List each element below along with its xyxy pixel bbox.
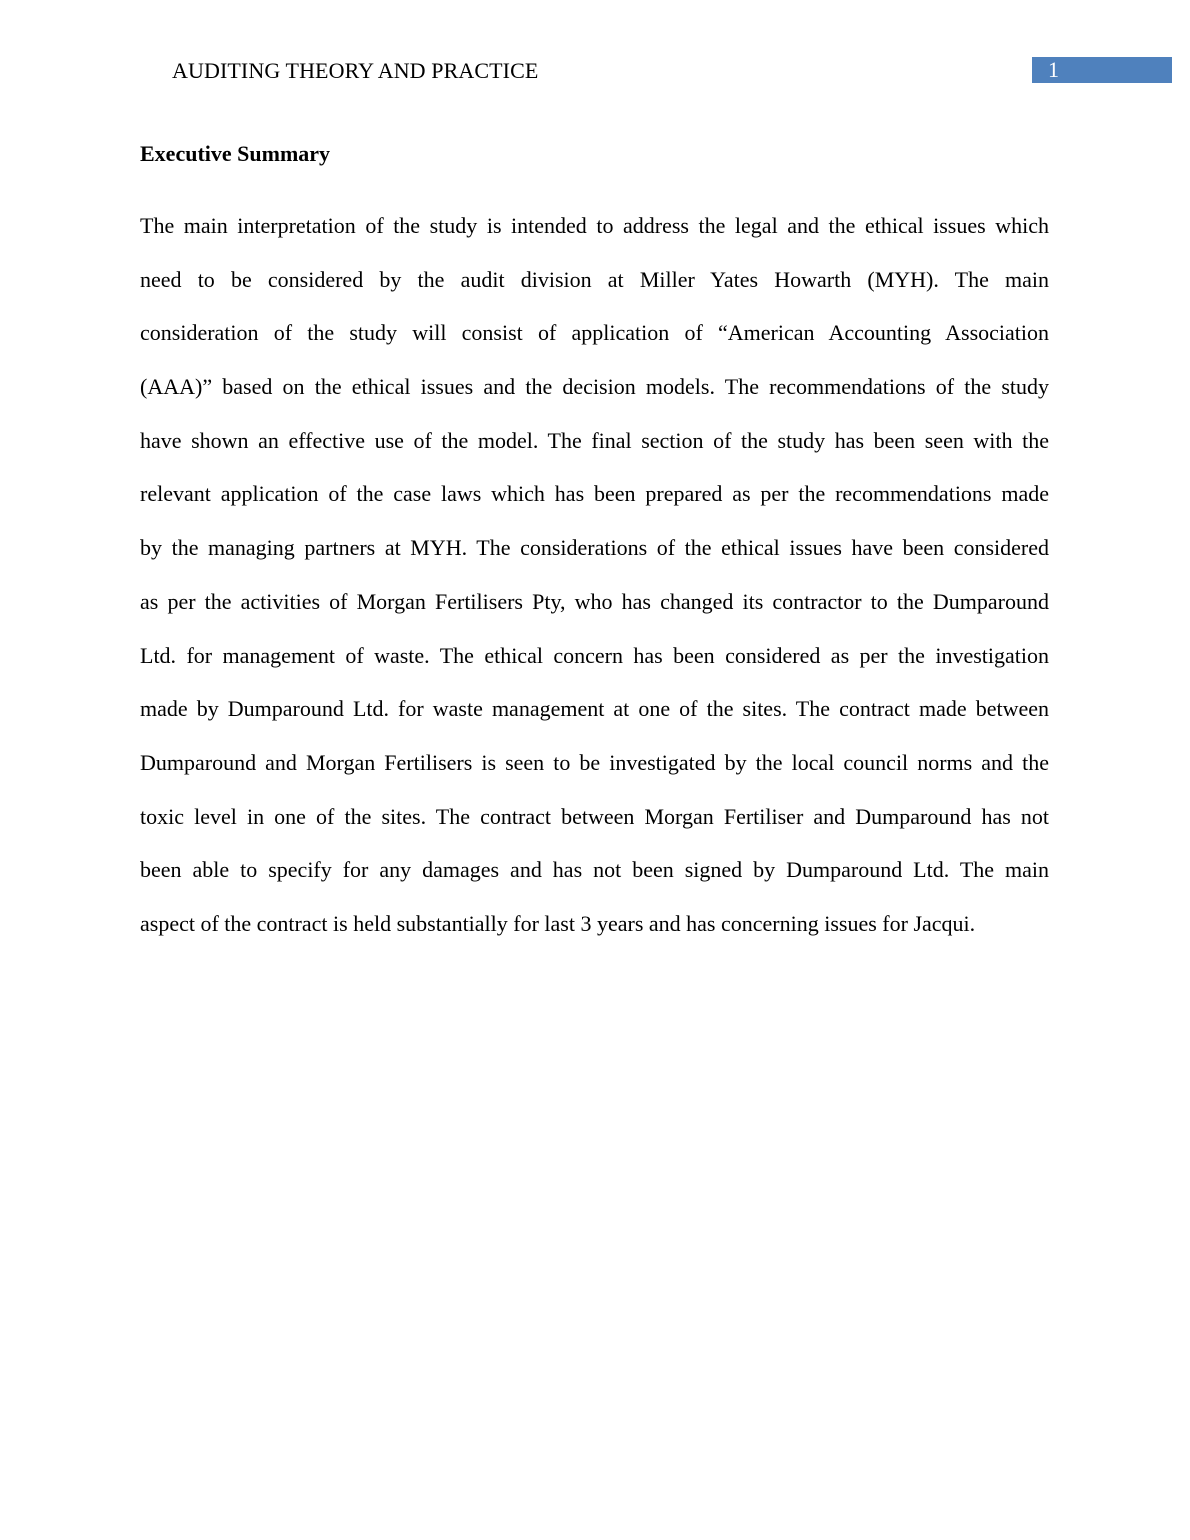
paragraph-line: have shown an effective use of the model. The final section of the study has been seen with the [140, 427, 1049, 453]
paragraph-line: (AAA)” based on the ethical issues and the decision models. The recommendations of the study [140, 374, 1049, 400]
paragraph-line: need to be considered by the audit division at Miller Yates Howarth (MYH). The main [140, 266, 1049, 292]
page-number-badge [1032, 57, 1172, 83]
body-paragraph [140, 199, 1049, 951]
paragraph-line: Ltd. for management of waste. The ethical concern has been considered as per the investigation [140, 642, 1049, 668]
paragraph-line: aspect of the contract is held substantially for last 3 years and has concerning issues for Jacqui. [140, 910, 976, 936]
page-number: 1 [1048, 57, 1059, 82]
paragraph-line: made by Dumparound Ltd. for waste management at one of the sites. The contract made between [140, 696, 1049, 722]
paragraph-line: consideration of the study will consist of application of “American Accounting Association [140, 320, 1049, 346]
section-heading: Executive Summary [140, 141, 331, 166]
paragraph-line: been able to specify for any damages and has not been signed by Dumparound Ltd. The main [140, 857, 1049, 883]
paragraph-line: Dumparound and Morgan Fertilisers is seen to be investigated by the local council norms and the [140, 749, 1049, 775]
running-header-title: AUDITING THEORY AND PRACTICE [172, 58, 539, 83]
paragraph-line: The main interpretation of the study is intended to address the legal and the ethical issues which [140, 213, 1049, 238]
paragraph-line: toxic level in one of the sites. The contract between Morgan Fertiliser and Dumparound has not [140, 803, 1049, 829]
paragraph-line: as per the activities of Morgan Fertilisers Pty, who has changed its contractor to the Dumparound [140, 588, 1049, 614]
paragraph-line: by the managing partners at MYH. The considerations of the ethical issues have been considered [140, 535, 1049, 561]
paragraph-line: relevant application of the case laws which has been prepared as per the recommendations made [140, 481, 1049, 507]
